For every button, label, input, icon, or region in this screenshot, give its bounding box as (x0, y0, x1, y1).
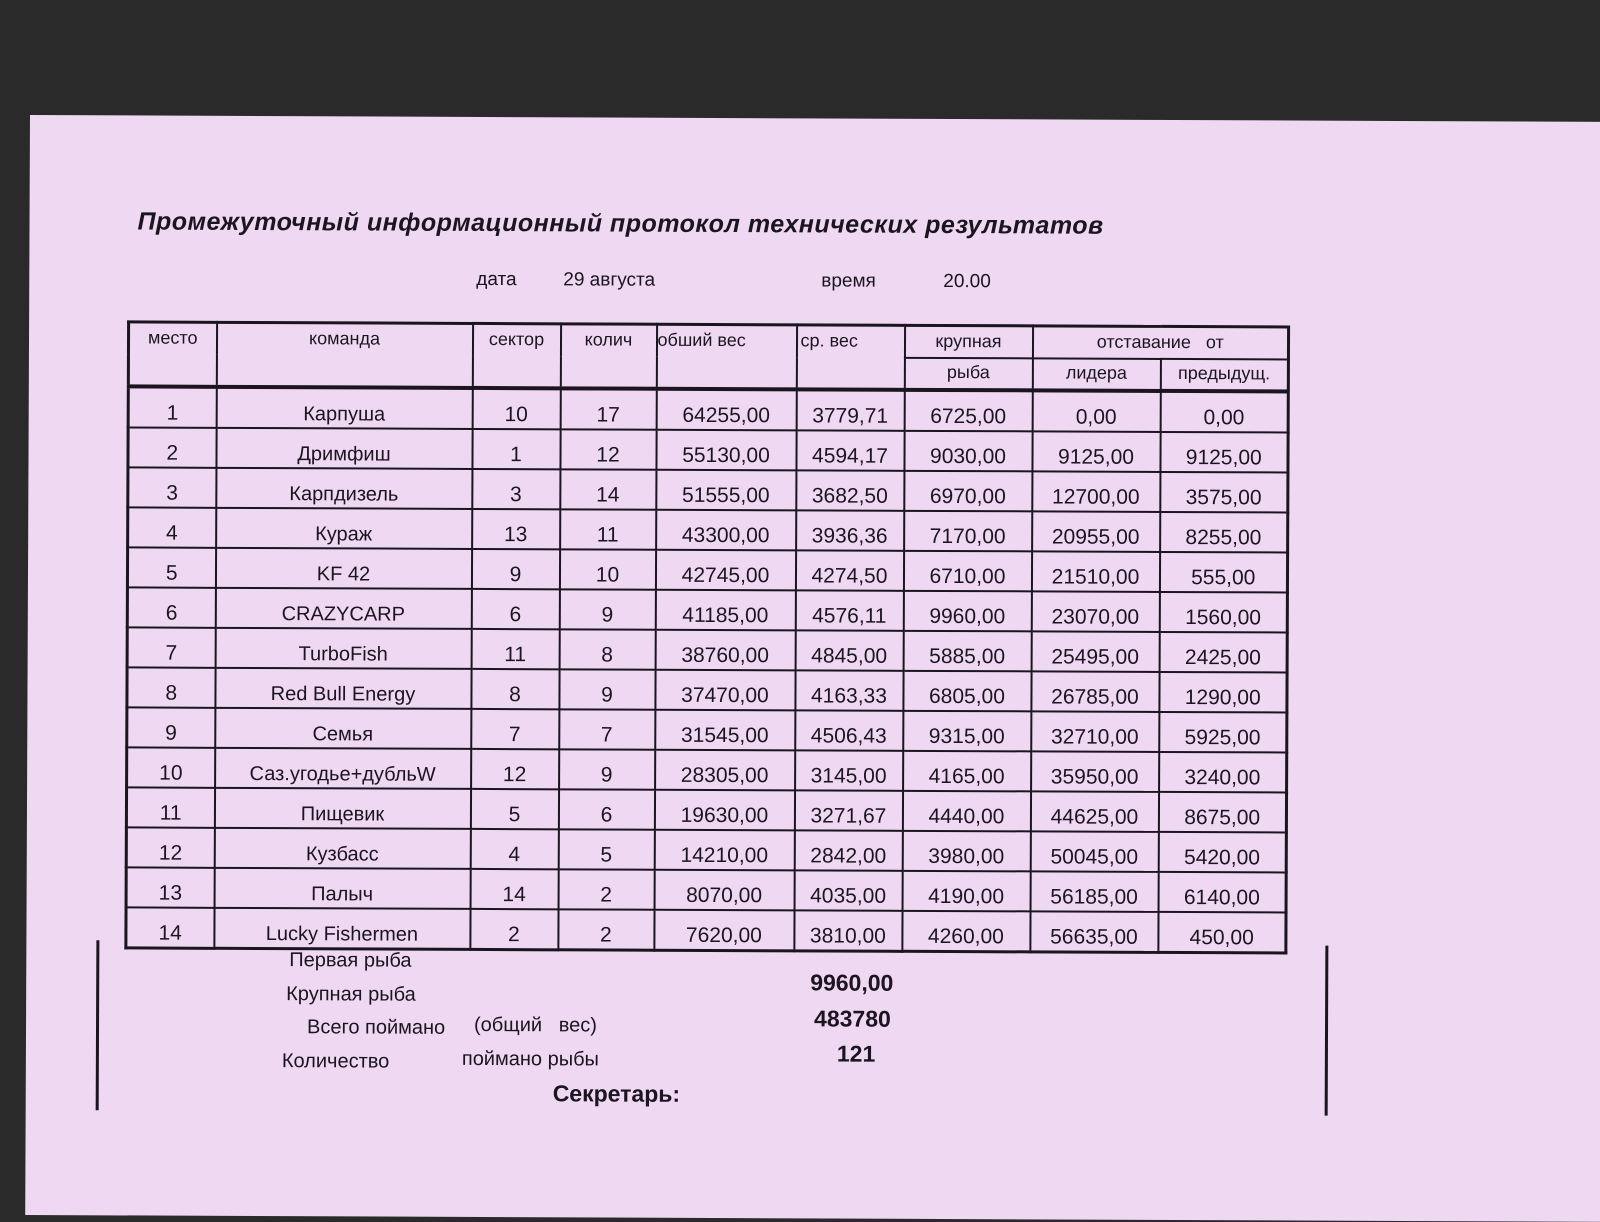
cell-total-weight: 7620,00 (654, 910, 794, 951)
cell-total-weight: 8070,00 (654, 870, 794, 911)
cell-team: Карпуша (216, 387, 472, 429)
header-avg-weight: ср. вес (796, 325, 904, 390)
cell-gap-previous: 6140,00 (1158, 872, 1286, 913)
table-row (126, 787, 1286, 832)
cell-count: 17 (560, 388, 656, 429)
cell-sector: 5 (470, 789, 558, 829)
cell-gap-previous: 1290,00 (1159, 672, 1287, 713)
cell-team: Семья (215, 708, 471, 749)
table-row (128, 467, 1288, 512)
cell-team: Кураж (216, 508, 472, 549)
cell-gap-leader: 0,00 (1032, 390, 1160, 432)
cell-count: 2 (558, 909, 654, 950)
table-row (128, 507, 1288, 552)
document-title: Промежуточный информационный протокол технических результатов (137, 207, 1104, 240)
cell-avg-weight: 4506,43 (795, 710, 903, 750)
cell-total-weight: 42745,00 (655, 550, 795, 591)
header-place: место (128, 322, 216, 387)
cell-avg-weight: 3271,67 (794, 790, 902, 830)
cell-avg-weight: 3936,36 (796, 510, 904, 550)
cell-gap-leader: 50045,00 (1030, 831, 1158, 872)
cell-sector: 11 (471, 629, 559, 669)
cell-big-fish: 6710,00 (903, 551, 1031, 592)
cell-avg-weight: 3682,50 (796, 470, 904, 510)
date-value: 29 августа (563, 269, 656, 291)
cell-big-fish: 4440,00 (902, 791, 1030, 832)
cell-avg-weight: 4035,00 (794, 870, 902, 910)
cell-place: 11 (126, 787, 214, 827)
table-row (127, 547, 1287, 592)
cell-count: 6 (558, 789, 654, 829)
cell-avg-weight: 3145,00 (795, 750, 903, 790)
cell-count: 9 (559, 669, 655, 709)
cell-place: 7 (127, 627, 215, 667)
cell-count: 14 (560, 469, 656, 509)
cell-total-weight: 38760,00 (655, 630, 795, 671)
cell-total-weight: 51555,00 (656, 470, 796, 511)
header-big-fish-sub: рыба (904, 358, 1032, 391)
cell-gap-previous: 2425,00 (1159, 632, 1287, 673)
cell-avg-weight: 3779,71 (796, 389, 904, 430)
cell-gap-leader: 25495,00 (1031, 631, 1159, 672)
cell-place: 8 (127, 667, 215, 707)
cell-team: Палыч (214, 868, 470, 909)
cell-gap-leader: 23070,00 (1031, 591, 1159, 632)
table-row (128, 386, 1288, 432)
cell-count: 8 (559, 629, 655, 669)
cell-place: 5 (127, 547, 215, 587)
header-team: команда (216, 322, 472, 388)
cell-gap-previous: 3240,00 (1159, 752, 1287, 793)
cell-sector: 12 (471, 749, 559, 789)
secretary-label: Секретарь: (552, 1080, 681, 1107)
cell-team: Red Bull Energy (215, 668, 471, 709)
cell-team: Саз.угодье+дубльW (215, 748, 471, 789)
cell-count: 9 (559, 589, 655, 629)
cell-big-fish: 4190,00 (902, 871, 1030, 912)
cell-big-fish: 9960,00 (903, 591, 1031, 632)
cell-gap-leader: 20955,00 (1032, 511, 1160, 552)
cell-gap-leader: 56185,00 (1030, 871, 1158, 912)
cell-sector: 10 (472, 388, 560, 429)
table-row (128, 427, 1288, 472)
cell-team: TurboFish (215, 628, 471, 669)
cell-place: 1 (128, 386, 216, 427)
header-gap-previous: предыдущ. (1160, 359, 1288, 392)
cell-place: 2 (128, 427, 216, 467)
cell-gap-leader: 56635,00 (1030, 911, 1158, 952)
quantity-label: Количество (281, 1050, 390, 1073)
cell-total-weight: 43300,00 (656, 510, 796, 551)
cell-gap-previous: 8675,00 (1158, 792, 1286, 833)
big-fish-label: Крупная рыба (286, 983, 416, 1006)
cell-gap-previous: 9125,00 (1160, 432, 1288, 473)
cell-place: 12 (126, 827, 214, 867)
header-sector: сектор (472, 323, 560, 388)
table-row (126, 867, 1286, 912)
cell-team: Карпдизель (216, 468, 472, 509)
cell-gap-leader: 21510,00 (1031, 551, 1159, 592)
cell-big-fish: 4260,00 (902, 911, 1030, 952)
total-caught-value: 483780 (814, 1005, 891, 1032)
table-row (127, 747, 1287, 792)
header-total-weight: обший вес (656, 324, 796, 389)
quantity-note: поймано рыбы (461, 1047, 599, 1071)
cell-team: CRAZYCARP (215, 588, 471, 629)
cell-gap-leader: 32710,00 (1031, 711, 1159, 752)
time-label: время (821, 270, 876, 292)
table-row (127, 707, 1287, 752)
cell-total-weight: 64255,00 (656, 389, 796, 431)
cell-gap-previous: 5925,00 (1159, 712, 1287, 753)
cell-big-fish: 7170,00 (904, 511, 1032, 552)
cell-total-weight: 37470,00 (655, 670, 795, 711)
cell-place: 9 (127, 707, 215, 747)
cell-sector: 7 (471, 709, 559, 749)
cell-sector: 14 (470, 869, 558, 909)
cell-sector: 8 (471, 669, 559, 709)
total-caught-note: (общий вес) (473, 1013, 597, 1037)
cell-avg-weight: 3810,00 (794, 910, 902, 951)
header-big-fish: крупная (904, 325, 1032, 358)
cell-total-weight: 55130,00 (656, 430, 796, 471)
date-label: дата (476, 268, 517, 291)
cell-gap-leader: 26785,00 (1031, 671, 1159, 712)
cell-count: 7 (559, 709, 655, 749)
cell-gap-leader: 44625,00 (1030, 791, 1158, 832)
cell-count: 2 (558, 869, 654, 909)
cell-avg-weight: 2842,00 (794, 830, 902, 870)
cell-place: 14 (126, 907, 214, 948)
table-row (126, 827, 1286, 872)
cell-total-weight: 14210,00 (654, 830, 794, 871)
cell-place: 3 (128, 467, 216, 507)
cell-sector: 6 (471, 589, 559, 629)
cell-gap-leader: 9125,00 (1032, 431, 1160, 472)
cell-big-fish: 3980,00 (902, 831, 1030, 872)
cell-avg-weight: 4845,00 (795, 630, 903, 670)
cell-sector: 13 (472, 509, 560, 549)
first-fish-label: Первая рыба (289, 949, 412, 972)
header-gap: отставание от (1032, 326, 1288, 360)
cell-sector: 1 (472, 429, 560, 469)
cell-total-weight: 28305,00 (655, 750, 795, 791)
cell-place: 13 (126, 867, 214, 907)
cell-big-fish: 9030,00 (904, 431, 1032, 472)
cell-big-fish: 6725,00 (904, 390, 1032, 432)
cell-big-fish: 5885,00 (903, 631, 1031, 672)
cell-sector: 3 (472, 469, 560, 509)
cell-count: 5 (558, 829, 654, 869)
cell-gap-previous: 555,00 (1159, 552, 1287, 593)
cell-gap-previous: 0,00 (1160, 391, 1288, 433)
table-header-row (128, 322, 1288, 360)
cell-big-fish: 6970,00 (904, 471, 1032, 512)
cell-gap-leader: 35950,00 (1031, 751, 1159, 792)
cell-gap-previous: 8255,00 (1160, 512, 1288, 553)
summary-section (96, 940, 1329, 1115)
cell-place: 4 (128, 507, 216, 547)
cell-team: KF 42 (215, 548, 471, 589)
cell-sector: 4 (470, 829, 558, 869)
cell-team: Пищевик (214, 788, 470, 829)
cell-team: Кузбасс (214, 828, 470, 869)
cell-sector: 2 (470, 909, 558, 950)
cell-place: 10 (127, 747, 215, 787)
table-row (127, 627, 1287, 672)
cell-total-weight: 19630,00 (654, 790, 794, 831)
cell-gap-previous: 5420,00 (1158, 832, 1286, 873)
results-table (124, 320, 1290, 954)
results-body (126, 386, 1288, 953)
cell-avg-weight: 4576,11 (795, 590, 903, 630)
table-row (127, 667, 1287, 712)
header-count: колич (560, 324, 656, 389)
cell-gap-leader: 12700,00 (1032, 471, 1160, 512)
cell-avg-weight: 4594,17 (796, 430, 904, 470)
quantity-value: 121 (836, 1040, 876, 1067)
table-row (127, 587, 1287, 632)
cell-sector: 9 (471, 549, 559, 589)
time-value: 20.00 (943, 270, 991, 293)
header-gap-leader: лидера (1032, 358, 1160, 391)
cell-count: 12 (560, 429, 656, 469)
cell-avg-weight: 4274,50 (795, 550, 903, 590)
cell-avg-weight: 4163,33 (795, 670, 903, 710)
cell-gap-previous: 1560,00 (1159, 592, 1287, 633)
cell-big-fish: 9315,00 (903, 711, 1031, 752)
protocol-sheet (25, 115, 1600, 1222)
cell-count: 11 (560, 509, 656, 549)
cell-big-fish: 6805,00 (903, 671, 1031, 712)
cell-count: 10 (559, 549, 655, 589)
cell-count: 9 (559, 749, 655, 789)
cell-place: 6 (127, 587, 215, 627)
cell-team: Lucky Fishermen (214, 908, 470, 950)
total-caught-label: Всего поймано (306, 1016, 446, 1039)
cell-total-weight: 31545,00 (655, 710, 795, 751)
cell-total-weight: 41185,00 (655, 590, 795, 631)
cell-gap-previous: 450,00 (1158, 912, 1286, 953)
cell-big-fish: 4165,00 (903, 751, 1031, 792)
cell-team: Дримфиш (216, 428, 472, 469)
big-fish-value: 9960,00 (810, 969, 894, 996)
cell-gap-previous: 3575,00 (1160, 472, 1288, 513)
